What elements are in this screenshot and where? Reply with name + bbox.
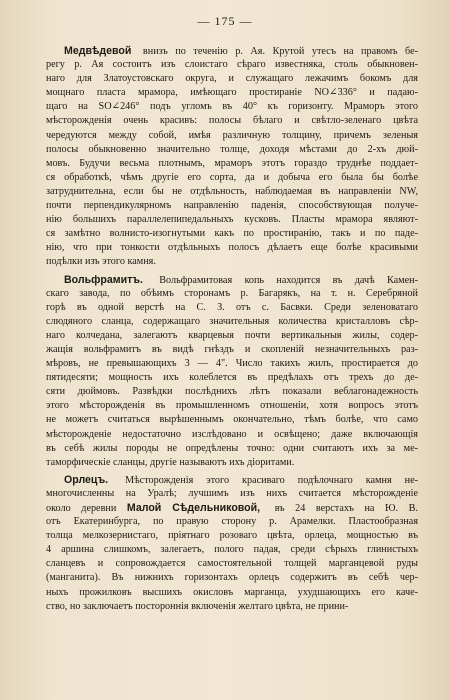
line-text: мѣсторожденія очень красивъ: полосы бѣлаго и свѣтло-зеленаго цвѣта (46, 115, 418, 127)
line-text: таморфическіе сланцы, другіе называютъ ихъ діоритами. (46, 456, 295, 468)
line-text: внизъ по теченію р. Ая. Крутой утесъ на правомъ бе- (135, 46, 418, 57)
text-line (46, 343, 418, 357)
line-text: мощнаго пласта мрамора, имѣющаго простираніе NO∠336° и падаю- (46, 87, 418, 99)
line-text: горѣ въ одной верстѣ на С. З. отъ с. Басвки. Среди зеленоватаго (46, 301, 418, 313)
text-line (46, 413, 418, 427)
line-text: этого мѣсторожденія въ промышленномъ отношеніи, хотя вопросъ этотъ (46, 400, 418, 412)
text-line (46, 255, 418, 269)
text-line (46, 301, 418, 315)
line-text: Вольфрамитовая копь находится въ дачѣ Камен- (146, 274, 418, 286)
section-heading: Вольфрамитъ. (64, 273, 143, 286)
text-line (46, 58, 418, 72)
line-text: почти перпендикулярномъ направленію паденія, способствующая получе- (46, 200, 418, 212)
text-line (46, 385, 418, 399)
place-name: Малой Сѣдельниковой, (126, 502, 261, 514)
line-text: нію, что при тонкости отдѣльныхъ полосъ дѣлаетъ еще болѣе красивыми (46, 242, 418, 254)
text-line (46, 157, 418, 171)
text-line (46, 171, 418, 185)
line-text: 4 аршина слишкомъ, залегаетъ, полого падая, среди сѣрыхъ глинистыхъ (46, 544, 418, 556)
text-line (46, 143, 418, 157)
text-line (46, 428, 418, 442)
text-line (46, 456, 418, 470)
text-line (46, 571, 418, 585)
text-line (46, 442, 418, 456)
text-line (46, 600, 418, 614)
text-line (46, 114, 418, 128)
line-text: мовъ. Будучи весьма плотнымъ, мраморъ этотъ гораздо труднѣе поддает- (46, 157, 418, 169)
line-text: сяти дюймовъ. Развѣдки послѣднихъ лѣтъ показали веблагонадежность (46, 386, 418, 398)
text-line (46, 473, 418, 487)
text-line (46, 329, 418, 343)
text-line (46, 100, 418, 114)
line-text: затруднительна, если бы не отдѣльность, наблюдаемая въ направленіи NW, (46, 185, 418, 197)
text-line (46, 529, 418, 543)
line-text: скаго завода, по обѣимъ сторонамъ р. Багарякъ, на т. н. Серебряной (46, 287, 418, 299)
line-text: многочисленны на Уралѣ; лучшимъ изъ нихъ считается мѣсторожденіе (46, 487, 418, 499)
page-number: — 175 — (197, 14, 253, 28)
line-text: слюдяного сланца, содержащаго значительныя количества кристалловъ сѣр- (46, 315, 418, 327)
section-heading: Медвѣдевой (64, 45, 132, 57)
text-line (46, 557, 418, 571)
line-text: регу р. Ая состоитъ изъ слоистаго сѣраго известняка, столь обыкновен- (46, 59, 418, 71)
line-text: не можетъ считаться вырѣшеннымъ окончательно, тѣмъ болѣе, что само (46, 414, 418, 426)
line-text: ся замѣтно волнисто-изогнутыми какъ по простиранію, такъ и по паде- (46, 228, 418, 240)
line-text: толща мелкозернистаго, пріятнаго розоваго цвѣта, орлеца, мощностью въ (46, 530, 418, 542)
text-line (46, 586, 418, 600)
text-line (46, 399, 418, 413)
line-text: ся обработкѣ, чѣмъ другіе его сорта, да и добыча его была бы болѣе (46, 171, 418, 183)
text-line (46, 543, 418, 557)
text-line (46, 287, 418, 301)
text-line (46, 72, 418, 86)
text-line (46, 185, 418, 199)
line-text: въ 24 верстахъ на Ю. В. (264, 503, 418, 514)
line-text: мѣровъ, не превышающихъ 3 — 4". Число такихъ жилъ, простирается до (46, 358, 418, 370)
line-text: мѣсторожденіе недостаточно изслѣдовано и освѣщено; даже включающія (46, 428, 418, 440)
body-text (46, 44, 418, 614)
line-text: наго для Златоустовскаго округа, и служащаго лежачимъ бокомъ для (46, 73, 418, 85)
text-line (46, 227, 418, 241)
text-line (46, 487, 418, 501)
line-text: чередуются между собой, имѣя различную толщину, причемъ зеленыя (46, 129, 418, 141)
line-text: (манганита). Въ нижнихъ горизонтахъ орлецъ содержитъ въ себѣ чер- (46, 572, 418, 584)
text-line (46, 199, 418, 213)
line-text: около деревни (46, 503, 127, 514)
line-text: пятидесяти; мощность ихъ колеблется въ предѣлахъ отъ трехъ до де- (46, 372, 418, 384)
text-line (46, 273, 418, 287)
text-line (46, 515, 418, 529)
line-text: ныхъ прожилковъ высшихъ окисловъ марганца, ухудшающихъ его каче- (46, 586, 418, 598)
text-line (46, 213, 418, 227)
line-text: сланцевъ и сопровождается самостоятельной толщей марганцевой руды (46, 558, 418, 570)
line-text: подѣлки изъ этого камня. (46, 256, 156, 268)
text-line (46, 315, 418, 329)
line-text: наго колчедана, залегаютъ кварцевыя почти вертикальныя жилы, содер- (46, 329, 418, 341)
paragraph (46, 273, 418, 470)
line-text: нію большихъ параллелепипедальныхъ кусковъ. Пласты мрамора являют- (46, 214, 418, 226)
line-text: въ себѣ жилы породы не опредѣлены точно: одни считаютъ ихъ за ме- (46, 442, 418, 454)
text-line (46, 371, 418, 385)
text-line (46, 86, 418, 100)
line-text: полосы обыкновенно значительно толще, доходя мѣстами до 2-хъ дюй- (46, 143, 418, 155)
line-text: Мѣсторожденія этого красиваго подѣлочнаго камня не- (112, 474, 418, 486)
text-line (46, 357, 418, 371)
line-text: ство, но заключаетъ постороннія включенія желтаго цвѣта, не прини- (46, 600, 349, 612)
line-text: отъ Екатеринбурга, по правую сторону р. Арамелки. Пластообразная (46, 516, 418, 528)
text-line (46, 501, 418, 515)
paragraph (46, 44, 418, 270)
text-line (46, 44, 418, 58)
line-text: щаго на SO∠246° подъ угломъ въ 40° къ горизонту. Мраморъ этого (46, 101, 418, 113)
paragraph (46, 473, 418, 614)
text-line (46, 129, 418, 143)
text-line (46, 241, 418, 255)
line-text: жащія вольфрамитъ въ видѣ гнѣздъ и скопленій незначительныхъ раз- (46, 343, 418, 355)
section-heading: Орлецъ. (64, 473, 109, 486)
